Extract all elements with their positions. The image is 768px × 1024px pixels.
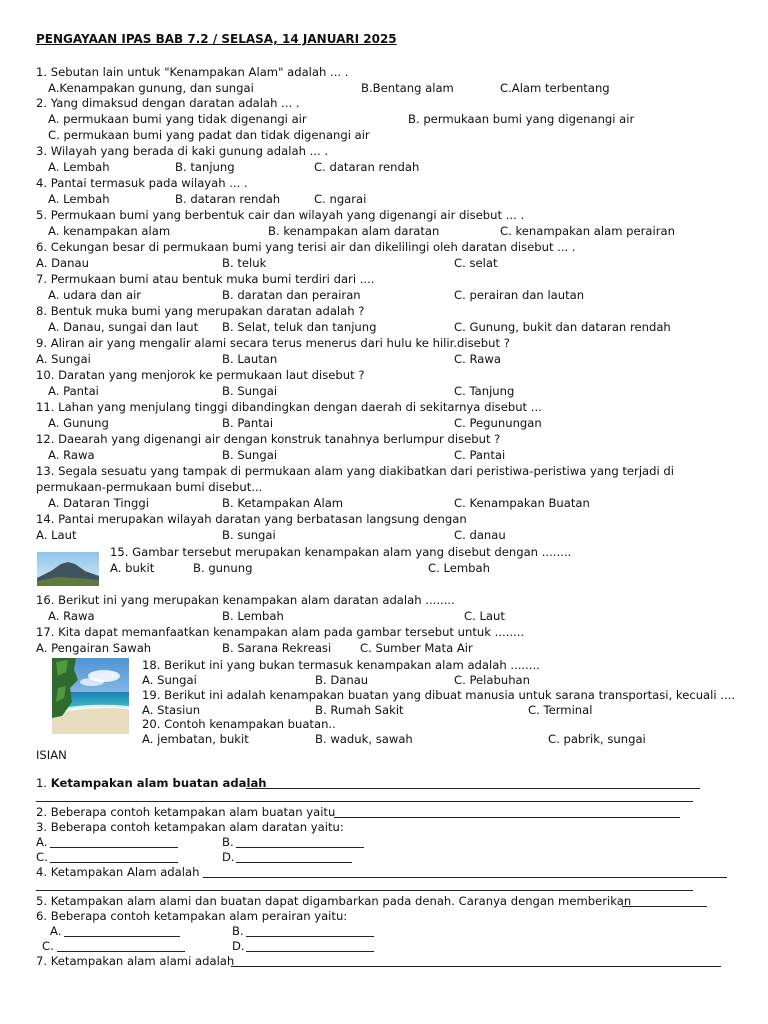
question-3-option-a: A. Lembah (48, 160, 110, 174)
question-10-option-a: A. Pantai (48, 384, 99, 398)
isian-7-answer-line[interactable] (231, 966, 721, 967)
isian-1-number: 1. (36, 776, 51, 790)
question-9: 9. Aliran air yang mengalir alami secara terus menerus dari hulu ke hilir.disebut ? (36, 336, 510, 350)
question-14-option-c: C. danau (454, 528, 506, 542)
question-17-option-c: C. Sumber Mata Air (360, 641, 473, 655)
question-11-option-b: B. Pantai (222, 416, 274, 430)
question-15-option-a: A. bukit (110, 561, 155, 575)
isian-1 (36, 776, 267, 790)
question-5-option-a: A. kenampakan alam (48, 224, 171, 238)
question-16-option-c: C. Laut (464, 609, 505, 623)
isian-3-label-b: B. (222, 835, 234, 849)
isian-heading: ISIAN (36, 748, 67, 762)
question-18: 18. Berikut ini yang bukan termasuk kenampakan alam adalah ........ (142, 658, 540, 672)
isian-6-answer-b[interactable] (246, 936, 374, 937)
question-14-option-b: B. sungai (222, 528, 276, 542)
question-12-option-c: C. Pantai (454, 448, 506, 462)
isian-5-answer-line[interactable] (622, 906, 707, 907)
question-19-option-b: B. Rumah Sakit (315, 703, 404, 717)
question-5-option-b: B. kenampakan alam daratan (268, 224, 440, 238)
question-1-option-c: C.Alam terbentang (500, 81, 610, 95)
isian-3-label-a: A. (36, 835, 48, 849)
question-19-option-a: A. Stasiun (142, 703, 201, 717)
question-12-option-a: A. Rawa (48, 448, 95, 462)
question-16-option-a: A. Rawa (48, 609, 95, 623)
isian-3-label-c: C. (36, 850, 48, 864)
question-16: 16. Berikut ini yang merupakan kenampakan alam daratan adalah ........ (36, 593, 455, 607)
question-12: 12. Daearah yang digenangi air dengan konstruk tanahnya berlumpur disebut ? (36, 432, 501, 446)
question-6: 6. Cekungan besar di permukaan bumi yang terisi air dan dikelilingi oleh daratan disebut ... . (36, 240, 576, 254)
question-2: 2. Yang dimaksud dengan daratan adalah ... . (36, 96, 300, 110)
beach-picture (52, 658, 129, 734)
question-6-option-a: A. Danau (36, 256, 89, 270)
isian-6-label-a: A. (50, 924, 62, 938)
question-16-option-b: B. Lembah (222, 609, 284, 623)
isian-6: 6. Beberapa contoh ketampakan alam perairan yaitu: (36, 909, 348, 923)
question-6-option-c: C. selat (454, 256, 498, 270)
question-15: 15. Gambar tersebut merupakan kenampakan alam yang disebut dengan ........ (110, 545, 572, 559)
question-7-option-c: C. perairan dan lautan (454, 288, 585, 302)
isian-6-answer-c[interactable] (57, 951, 185, 952)
question-19: 19. Berikut ini adalah kenampakan buatan yang dibuat manusia untuk sarana transportasi, kecuali .... (142, 688, 736, 702)
question-5: 5. Permukaan bumi yang berbentuk cair dan wilayah yang digenangi air disebut ... . (36, 208, 525, 222)
question-2-option-c: C. permukaan bumi yang padat dan tidak digenangi air (48, 128, 370, 142)
worksheet-title: PENGAYAAN IPAS BAB 7.2 / SELASA, 14 JANUARI 2025 (36, 32, 397, 46)
question-13-line-1: 13. Segala sesuatu yang tampak di permukaan alam yang diakibatkan dari peristiwa-peristiwa yang terjadi di (36, 464, 674, 478)
question-17: 17. Kita dapat memanfaatkan kenampakan alam pada gambar tersebut untuk ........ (36, 625, 525, 639)
isian-6-label-d: D. (232, 939, 245, 953)
question-3-option-c: C. dataran rendah (314, 160, 420, 174)
question-11: 11. Lahan yang menjulang tinggi dibandingkan dengan daerah di sekitarnya disebut ... (36, 400, 542, 414)
question-1-option-a: A.Kenampakan gunung, dan sungai (48, 81, 254, 95)
question-12-option-b: B. Sungai (222, 448, 278, 462)
isian-5: 5. Ketampakan alam alami dan buatan dapat digambarkan pada denah. Caranya dengan memberikan (36, 894, 632, 908)
question-20-option-a: A. jembatan, bukit (142, 732, 249, 746)
isian-6-label-c: C. (42, 939, 54, 953)
question-9-option-a: A. Sungai (36, 352, 91, 366)
question-1: 1. Sebutan lain untuk "Kenampakan Alam" adalah ... . (36, 65, 349, 79)
question-11-option-a: A. Gunung (48, 416, 109, 430)
isian-3-answer-c[interactable] (50, 862, 178, 863)
question-6-option-b: B. teluk (222, 256, 267, 270)
question-7: 7. Permukaan bumi atau bentuk muka bumi terdiri dari .... (36, 272, 375, 286)
question-13-option-b: B. Ketampakan Alam (222, 496, 344, 510)
isian-3-answer-d[interactable] (236, 862, 352, 863)
question-4: 4. Pantai termasuk pada wilayah ... . (36, 176, 248, 190)
isian-3-answer-a[interactable] (50, 847, 178, 848)
question-3: 3. Wilayah yang berada di kaki gunung adalah ... . (36, 144, 329, 158)
question-4-option-b: B. dataran rendah (175, 192, 281, 206)
question-11-option-c: C. Pegunungan (454, 416, 542, 430)
question-15-option-c: C. Lembah (428, 561, 490, 575)
question-13-option-a: A. Dataran Tinggi (48, 496, 149, 510)
question-3-option-b: B. tanjung (175, 160, 235, 174)
question-13-option-c: C. Kenampakan Buatan (454, 496, 590, 510)
isian-4: 4. Ketampakan Alam adalah (36, 865, 200, 879)
question-10: 10. Daratan yang menjorok ke permukaan laut disebut ? (36, 368, 365, 382)
question-8-option-a: A. Danau, sungai dan laut (48, 320, 199, 334)
mountain-picture (37, 552, 99, 586)
question-17-option-b: B. Sarana Rekreasi (222, 641, 332, 655)
question-2-option-b: B. permukaan bumi yang digenangi air (408, 112, 635, 126)
question-10-option-c: C. Tanjung (454, 384, 515, 398)
question-15-option-b: B. gunung (193, 561, 253, 575)
question-20: 20. Contoh kenampakan buatan.. (142, 717, 336, 731)
question-10-option-b: B. Sungai (222, 384, 278, 398)
question-7-option-b: B. daratan dan perairan (222, 288, 361, 302)
question-5-option-c: C. kenampakan alam perairan (500, 224, 675, 238)
isian-1-label: Ketampakan alam buatan adalah (50, 776, 267, 790)
question-2-option-a: A. permukaan bumi yang tidak digenangi air (48, 112, 307, 126)
question-14: 14. Pantai merupakan wilayah daratan yang berbatasan langsung dengan (36, 512, 467, 526)
question-19-option-c: C. Terminal (528, 703, 593, 717)
question-18-option-c: C. Pelabuhan (454, 673, 531, 687)
question-8-option-c: C. Gunung, bukit dan dataran rendah (454, 320, 671, 334)
question-20-option-c: C. pabrik, sungai (548, 732, 646, 746)
isian-6-answer-d[interactable] (246, 951, 374, 952)
isian-3: 3. Beberapa contoh ketampakan alam daratan yaitu: (36, 820, 344, 834)
isian-6-answer-a[interactable] (64, 936, 180, 937)
isian-1-answer-line-2[interactable] (36, 801, 693, 802)
question-9-option-b: B. Lautan (222, 352, 278, 366)
question-13-line-2: permukaan-permukaan bumi disebut... (36, 480, 263, 494)
question-17-option-a: A. Pengairan Sawah (36, 641, 152, 655)
question-18-option-b: B. Danau (315, 673, 369, 687)
question-4-option-c: C. ngarai (314, 192, 367, 206)
question-1-option-b: B.Bentang alam (361, 81, 454, 95)
question-4-option-a: A. Lembah (48, 192, 110, 206)
isian-7: 7. Ketampakan alam alami adalah (36, 954, 235, 968)
question-7-option-a: A. udara dan air (48, 288, 142, 302)
isian-2-answer-line[interactable] (334, 817, 680, 818)
isian-4-answer-line[interactable] (203, 877, 727, 878)
question-18-option-a: A. Sungai (142, 673, 197, 687)
isian-3-label-d: D. (222, 850, 235, 864)
isian-2: 2. Beberapa contoh ketampakan alam buatan yaitu (36, 805, 336, 819)
isian-4-answer-line-2[interactable] (36, 890, 693, 891)
question-8-option-b: B. Selat, teluk dan tanjung (222, 320, 377, 334)
isian-3-answer-b[interactable] (236, 847, 364, 848)
question-8: 8. Bentuk muka bumi yang merupakan daratan adalah ? (36, 304, 365, 318)
question-14-option-a: A. Laut (36, 528, 77, 542)
isian-6-label-b: B. (232, 924, 244, 938)
question-20-option-b: B. waduk, sawah (315, 732, 413, 746)
isian-1-answer-line[interactable] (246, 788, 700, 789)
question-9-option-c: C. Rawa (454, 352, 501, 366)
